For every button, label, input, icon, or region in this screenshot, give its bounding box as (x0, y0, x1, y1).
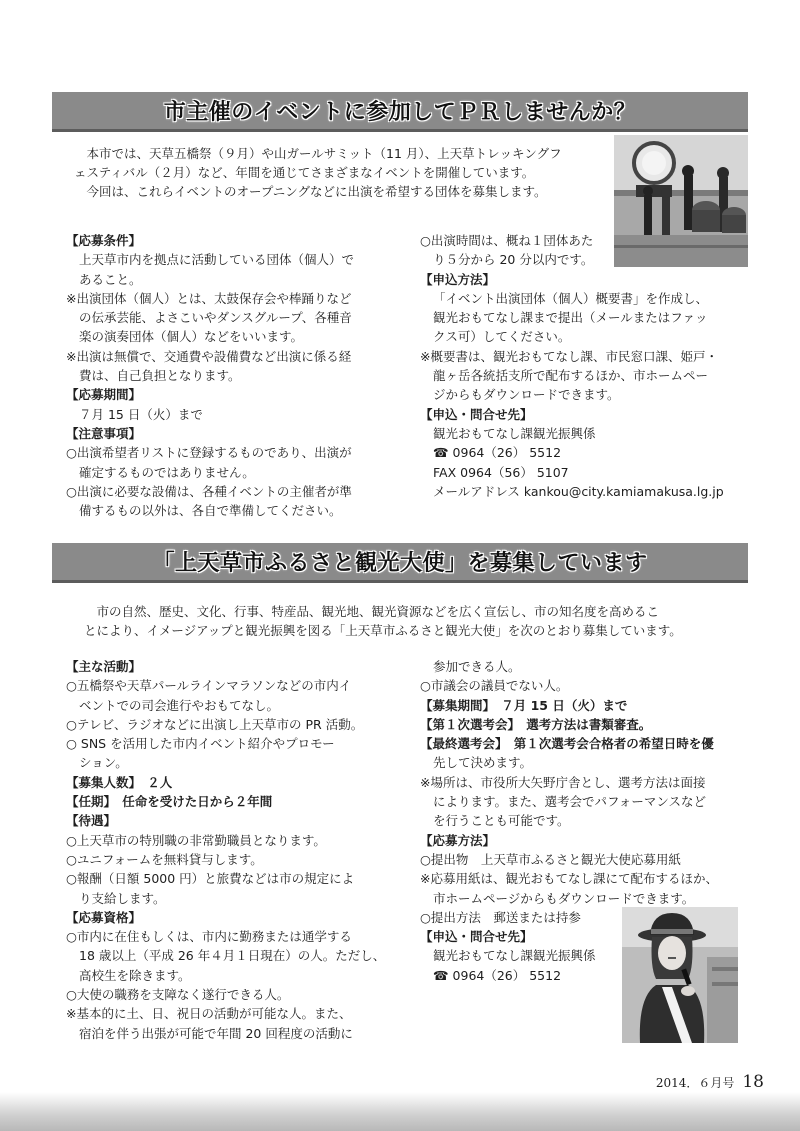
section1-right-column (420, 231, 740, 501)
body-line: ○ユニフォームを無料貸与します。 (66, 851, 263, 867)
body-line: ○テレビ、ラジオなどに出演し上天草市の PR 活動。 (66, 716, 364, 732)
body-line: 確定するものではありません。 (79, 464, 255, 480)
body-line: ○大使の職務を支障なく遂行できる人。 (66, 987, 290, 1003)
section1-banner (52, 92, 748, 132)
body-line: ○市内に在住もしくは、市内に勤務または通学する (66, 929, 352, 945)
body-line: ○五橋祭や天草パールラインマラソンなどの市内イ (66, 678, 352, 694)
body-line: 高校生を除きます。 (79, 967, 191, 983)
body-line: ○出演時間は、概ね１団体あた (420, 233, 594, 248)
section-heading: 【応募期間】 (66, 387, 142, 403)
body-line: 観光おもてなし課まで提出（メールまたはファッ (433, 310, 708, 326)
body-line: あること。 (79, 271, 142, 287)
body-line: 龍ヶ岳各統括支所で配布するほか、市ホームペー (433, 368, 709, 384)
footer-shade (0, 1092, 800, 1131)
section-heading: 【申込・問合せ先】 (420, 929, 533, 945)
section-heading: 【応募資格】 (66, 909, 142, 925)
body-line: ション。 (79, 755, 128, 771)
section-heading: 【募集期間】 ７月 15 日（火）まで (420, 697, 628, 713)
body-line: ○提出物 上天草市ふるさと観光大使応募用紙 (420, 851, 681, 867)
section-heading: 【第１次選考会】 選考方法は書類審査。 (420, 716, 652, 732)
body-line: ○報酬（日額 5000 円）と旅費などは市の規定によ (66, 871, 355, 887)
section-heading: 【申込方法】 (420, 271, 496, 287)
body-line: 18 歳以上（平成 26 年４月１日現在）の人。ただし、 (79, 948, 386, 964)
body-line: 「イベント出演団体（個人）概要書」を作成し、 (433, 290, 709, 306)
body-line: ベントでの司会進行やおもてなし。 (79, 697, 280, 713)
intro-line: ェスティバル（２月）など、年間を通じてさまざまなイベントを開催しています。 (74, 165, 535, 180)
body-line: ○出演希望者リストに登録するものであり、出演が (66, 445, 352, 461)
issue-date: 2014．６月号 (655, 1076, 735, 1090)
section-heading: 【任期】 任命を受けた日から２年間 (66, 794, 273, 810)
section-heading: 【最終選考会】 第１次選考会合格者の希望日時を優 (420, 736, 714, 752)
section-heading: 【募集人数】 ２人 (66, 774, 173, 790)
body-line: 市ホームページからもダウンロードできます。 (433, 890, 695, 906)
section1-title: 市主催のイベントに参加してＰＲしませんか？ (163, 100, 637, 125)
body-line: FAX 0964（56） 5107 (433, 464, 569, 480)
page-number: 18 (742, 1072, 764, 1092)
body-line: り５分から 20 分以内です。 (433, 252, 594, 268)
section2-banner (52, 543, 748, 583)
body-line: 先して決めます。 (433, 755, 533, 771)
body-line: ☎ 0964（26） 5512 (433, 445, 562, 461)
body-line: の伝承芸能、よさこいやダンスグループ、各種音 (79, 310, 352, 326)
body-line: り支給します。 (79, 890, 166, 906)
body-line: ※基本的に土、日、祝日の活動が可能な人。また、 (66, 1006, 352, 1022)
body-line: を行うことも可能です。 (433, 813, 570, 829)
body-line: 費は、自己負担となります。 (79, 368, 241, 384)
body-line: ☎ 0964（26） 5512 (433, 967, 562, 983)
body-line: ○提出方法 郵送または持参 (420, 909, 581, 925)
body-line: 上天草市内を拠点に活動している団体（個人）で (79, 252, 355, 268)
body-line: ○ SNS を活用した市内イベント紹介やプロモー (66, 736, 335, 752)
body-line: ○上天草市の特別職の非常勤職員となります。 (66, 832, 326, 848)
section-heading: 【申込・問合せ先】 (420, 406, 533, 422)
intro-line: とにより、イメージアップと観光振興を図る「上天草市ふるさと観光大使」を次のとおり募集しています。 (84, 623, 682, 638)
body-line: によります。また、選考会でパフォーマンスなど (433, 794, 707, 810)
body-line: 観光おもてなし課観光振興係 (433, 948, 596, 964)
body-line: ※概要書は、観光おもてなし課、市民窓口課、姫戸・ (420, 348, 718, 364)
body-line: 参加できる人。 (433, 659, 521, 674)
body-line: クス可）してください。 (433, 329, 571, 345)
body-line: ジからもダウンロードできます。 (433, 387, 620, 403)
section-heading: 【待遇】 (66, 813, 117, 829)
page-footer (656, 1072, 764, 1092)
body-line: 観光おもてなし課観光振興係 (433, 425, 596, 441)
section-heading: 【応募条件】 (66, 233, 142, 248)
section1-left-column (66, 231, 416, 520)
body-line: メールアドレス kankou@city.kamiamakusa.lg.jp (433, 483, 724, 499)
body-line: 宿泊を伴う出張が可能で年間 20 回程度の活動に (79, 1025, 353, 1041)
intro-line: 市の自然、歴史、文化、行事、特産品、観光地、観光資源などを広く宣伝し、市の知名度を高めるこ (96, 604, 660, 619)
body-line: ○市議会の議員でない人。 (420, 678, 569, 694)
ambassador-photo (622, 907, 738, 1043)
section2-title: 「上天草市ふるさと観光大使」を募集しています (152, 551, 648, 576)
body-line: ○出演に必要な設備は、各種イベントの主催者が準 (66, 483, 352, 499)
section2-intro (84, 602, 744, 640)
section1-intro (74, 144, 614, 201)
body-line: 楽の演奏団体（個人）などをいいます。 (79, 329, 304, 345)
body-line: ※場所は、市役所大矢野庁舎とし、選考方法は面接 (420, 774, 706, 790)
body-line: 備するもの以外は、各自で準備してください。 (79, 503, 342, 519)
intro-line: 本市では、天草五橋祭（９月）や山ガールサミット（11 月）、上天草トレッキングフ (86, 146, 562, 161)
body-line: ※応募用紙は、観光おもてなし課にて配布するほか、 (420, 871, 718, 887)
body-line: ※出演は無償で、交通費や設備費など出演に係る経 (66, 348, 352, 364)
section-heading: 【主な活動】 (66, 659, 142, 674)
section-heading: 【応募方法】 (420, 832, 496, 848)
section-heading: 【注意事項】 (66, 425, 142, 441)
body-line: ※出演団体（個人）とは、太鼓保存会や棒踊りなど (66, 290, 352, 306)
intro-line: 今回は、これらイベントのオープニングなどに出演を希望する団体を募集します。 (86, 184, 547, 199)
section2-left-column (66, 657, 416, 1043)
body-line: ７月 15 日（火）まで (79, 406, 203, 422)
